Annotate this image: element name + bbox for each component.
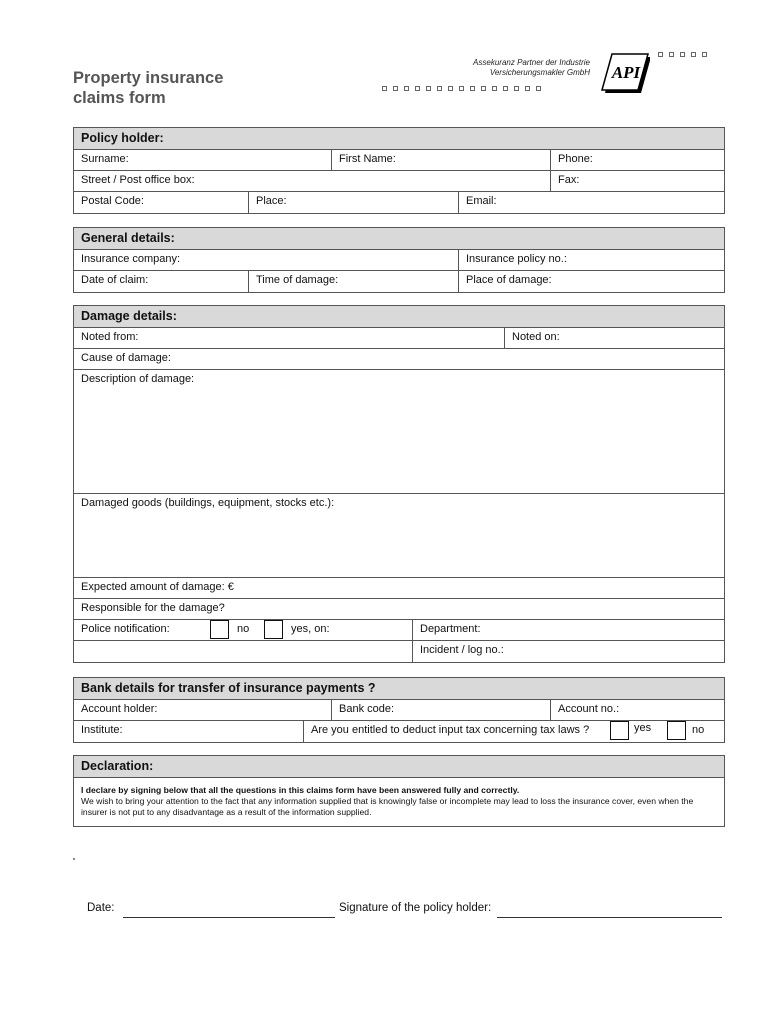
form-row <box>74 192 724 213</box>
police-yes-checkbox[interactable] <box>264 620 283 639</box>
company-line-1: Assekuranz Partner der Industrie <box>473 58 590 67</box>
noted-on-field[interactable]: Noted on: <box>504 328 726 348</box>
company-line-2: Versicherungsmakler GmbH <box>489 68 590 77</box>
general-details-section <box>73 227 725 293</box>
department-field[interactable]: Department: <box>412 620 726 640</box>
police-notification-label: Police notification: <box>81 623 170 635</box>
declaration-bold-text: I declare by signing below that all the questions in this claims form have been answered fully and correctly. <box>81 785 520 795</box>
company-name <box>450 58 590 78</box>
damage-details-section <box>73 305 725 663</box>
tax-question-cell <box>303 721 726 742</box>
expected-amount-field[interactable]: Expected amount of damage: € <box>81 581 234 593</box>
date-of-claim-field[interactable]: Date of claim: <box>81 274 149 286</box>
stray-mark <box>73 858 75 860</box>
signature-label: Signature of the policy holder: <box>339 902 492 914</box>
api-logo <box>600 50 650 94</box>
section-heading: Policy holder: <box>74 128 724 150</box>
form-row <box>74 641 724 662</box>
description-of-damage-field[interactable]: Description of damage: <box>81 373 195 385</box>
place-field[interactable]: Place: <box>248 192 458 213</box>
form-row <box>74 620 724 641</box>
declaration-section <box>73 755 725 827</box>
declaration-body-text: We wish to bring your attention to the fact that any information supplied that is knowingly false or incomplete may lead to loss the insurance cover, even when the insurer is not put to any disadvantage as a result of the information supplied. <box>81 796 694 817</box>
email-field[interactable]: Email: <box>458 192 726 213</box>
institute-field[interactable]: Institute: <box>81 724 123 736</box>
account-holder-field[interactable]: Account holder: <box>81 703 158 715</box>
fax-field[interactable]: Fax: <box>550 171 726 191</box>
tax-yes-checkbox[interactable] <box>610 721 629 740</box>
phone-field[interactable]: Phone: <box>550 150 726 170</box>
first-name-field[interactable]: First Name: <box>331 150 550 170</box>
decorative-squares-row <box>382 86 541 91</box>
form-row <box>74 370 724 494</box>
form-row <box>74 271 724 292</box>
section-heading: Damage details: <box>74 306 724 328</box>
blank-cell <box>74 641 412 662</box>
bank-details-section <box>73 677 725 743</box>
bank-code-field[interactable]: Bank code: <box>331 700 550 720</box>
form-row <box>74 721 724 742</box>
form-row <box>74 171 724 192</box>
decorative-squares-top <box>658 52 707 57</box>
form-row <box>74 700 724 721</box>
title-line-2: claims form <box>73 89 166 107</box>
title-line-1: Property insurance <box>73 69 224 87</box>
street-field[interactable]: Street / Post office box: <box>81 174 195 186</box>
section-heading: Bank details for transfer of insurance payments ? <box>74 678 724 700</box>
tax-question-label: Are you entitled to deduct input tax concerning tax laws ? <box>311 724 590 736</box>
policy-holder-section <box>73 127 725 214</box>
time-of-damage-field[interactable]: Time of damage: <box>248 271 458 292</box>
insurance-policy-no-field[interactable]: Insurance policy no.: <box>458 250 726 270</box>
signature-line[interactable] <box>497 917 722 918</box>
cause-of-damage-field[interactable]: Cause of damage: <box>81 352 171 364</box>
place-of-damage-field[interactable]: Place of damage: <box>458 271 726 292</box>
tax-no-checkbox[interactable] <box>667 721 686 740</box>
responsible-field[interactable]: Responsible for the damage? <box>81 602 225 614</box>
insurance-company-field[interactable]: Insurance company: <box>81 253 181 265</box>
date-signature-line[interactable] <box>123 917 335 918</box>
damaged-goods-field[interactable]: Damaged goods (buildings, equipment, stocks etc.): <box>81 497 335 509</box>
logo-text: API <box>611 63 641 82</box>
section-heading: General details: <box>74 228 724 250</box>
form-row <box>74 349 724 370</box>
police-no-checkbox[interactable] <box>210 620 229 639</box>
postal-code-field[interactable]: Postal Code: <box>81 195 144 207</box>
tax-yes-label: yes <box>634 722 652 734</box>
section-heading: Declaration: <box>74 756 724 778</box>
form-row <box>74 250 724 271</box>
page-title <box>73 68 223 108</box>
date-label: Date: <box>87 902 115 914</box>
tax-no-label: no <box>692 724 705 736</box>
declaration-text <box>74 778 724 826</box>
form-row <box>74 599 724 620</box>
account-no-field[interactable]: Account no.: <box>550 700 726 720</box>
surname-field[interactable]: Surname: <box>81 153 129 165</box>
noted-from-field[interactable]: Noted from: <box>81 331 139 343</box>
form-row <box>74 328 724 349</box>
form-row <box>74 150 724 171</box>
form-row <box>74 578 724 599</box>
police-yes-label: yes, on: <box>291 623 330 635</box>
incident-log-field[interactable]: Incident / log no.: <box>412 641 726 662</box>
form-row <box>74 494 724 578</box>
police-no-label: no <box>237 623 250 635</box>
